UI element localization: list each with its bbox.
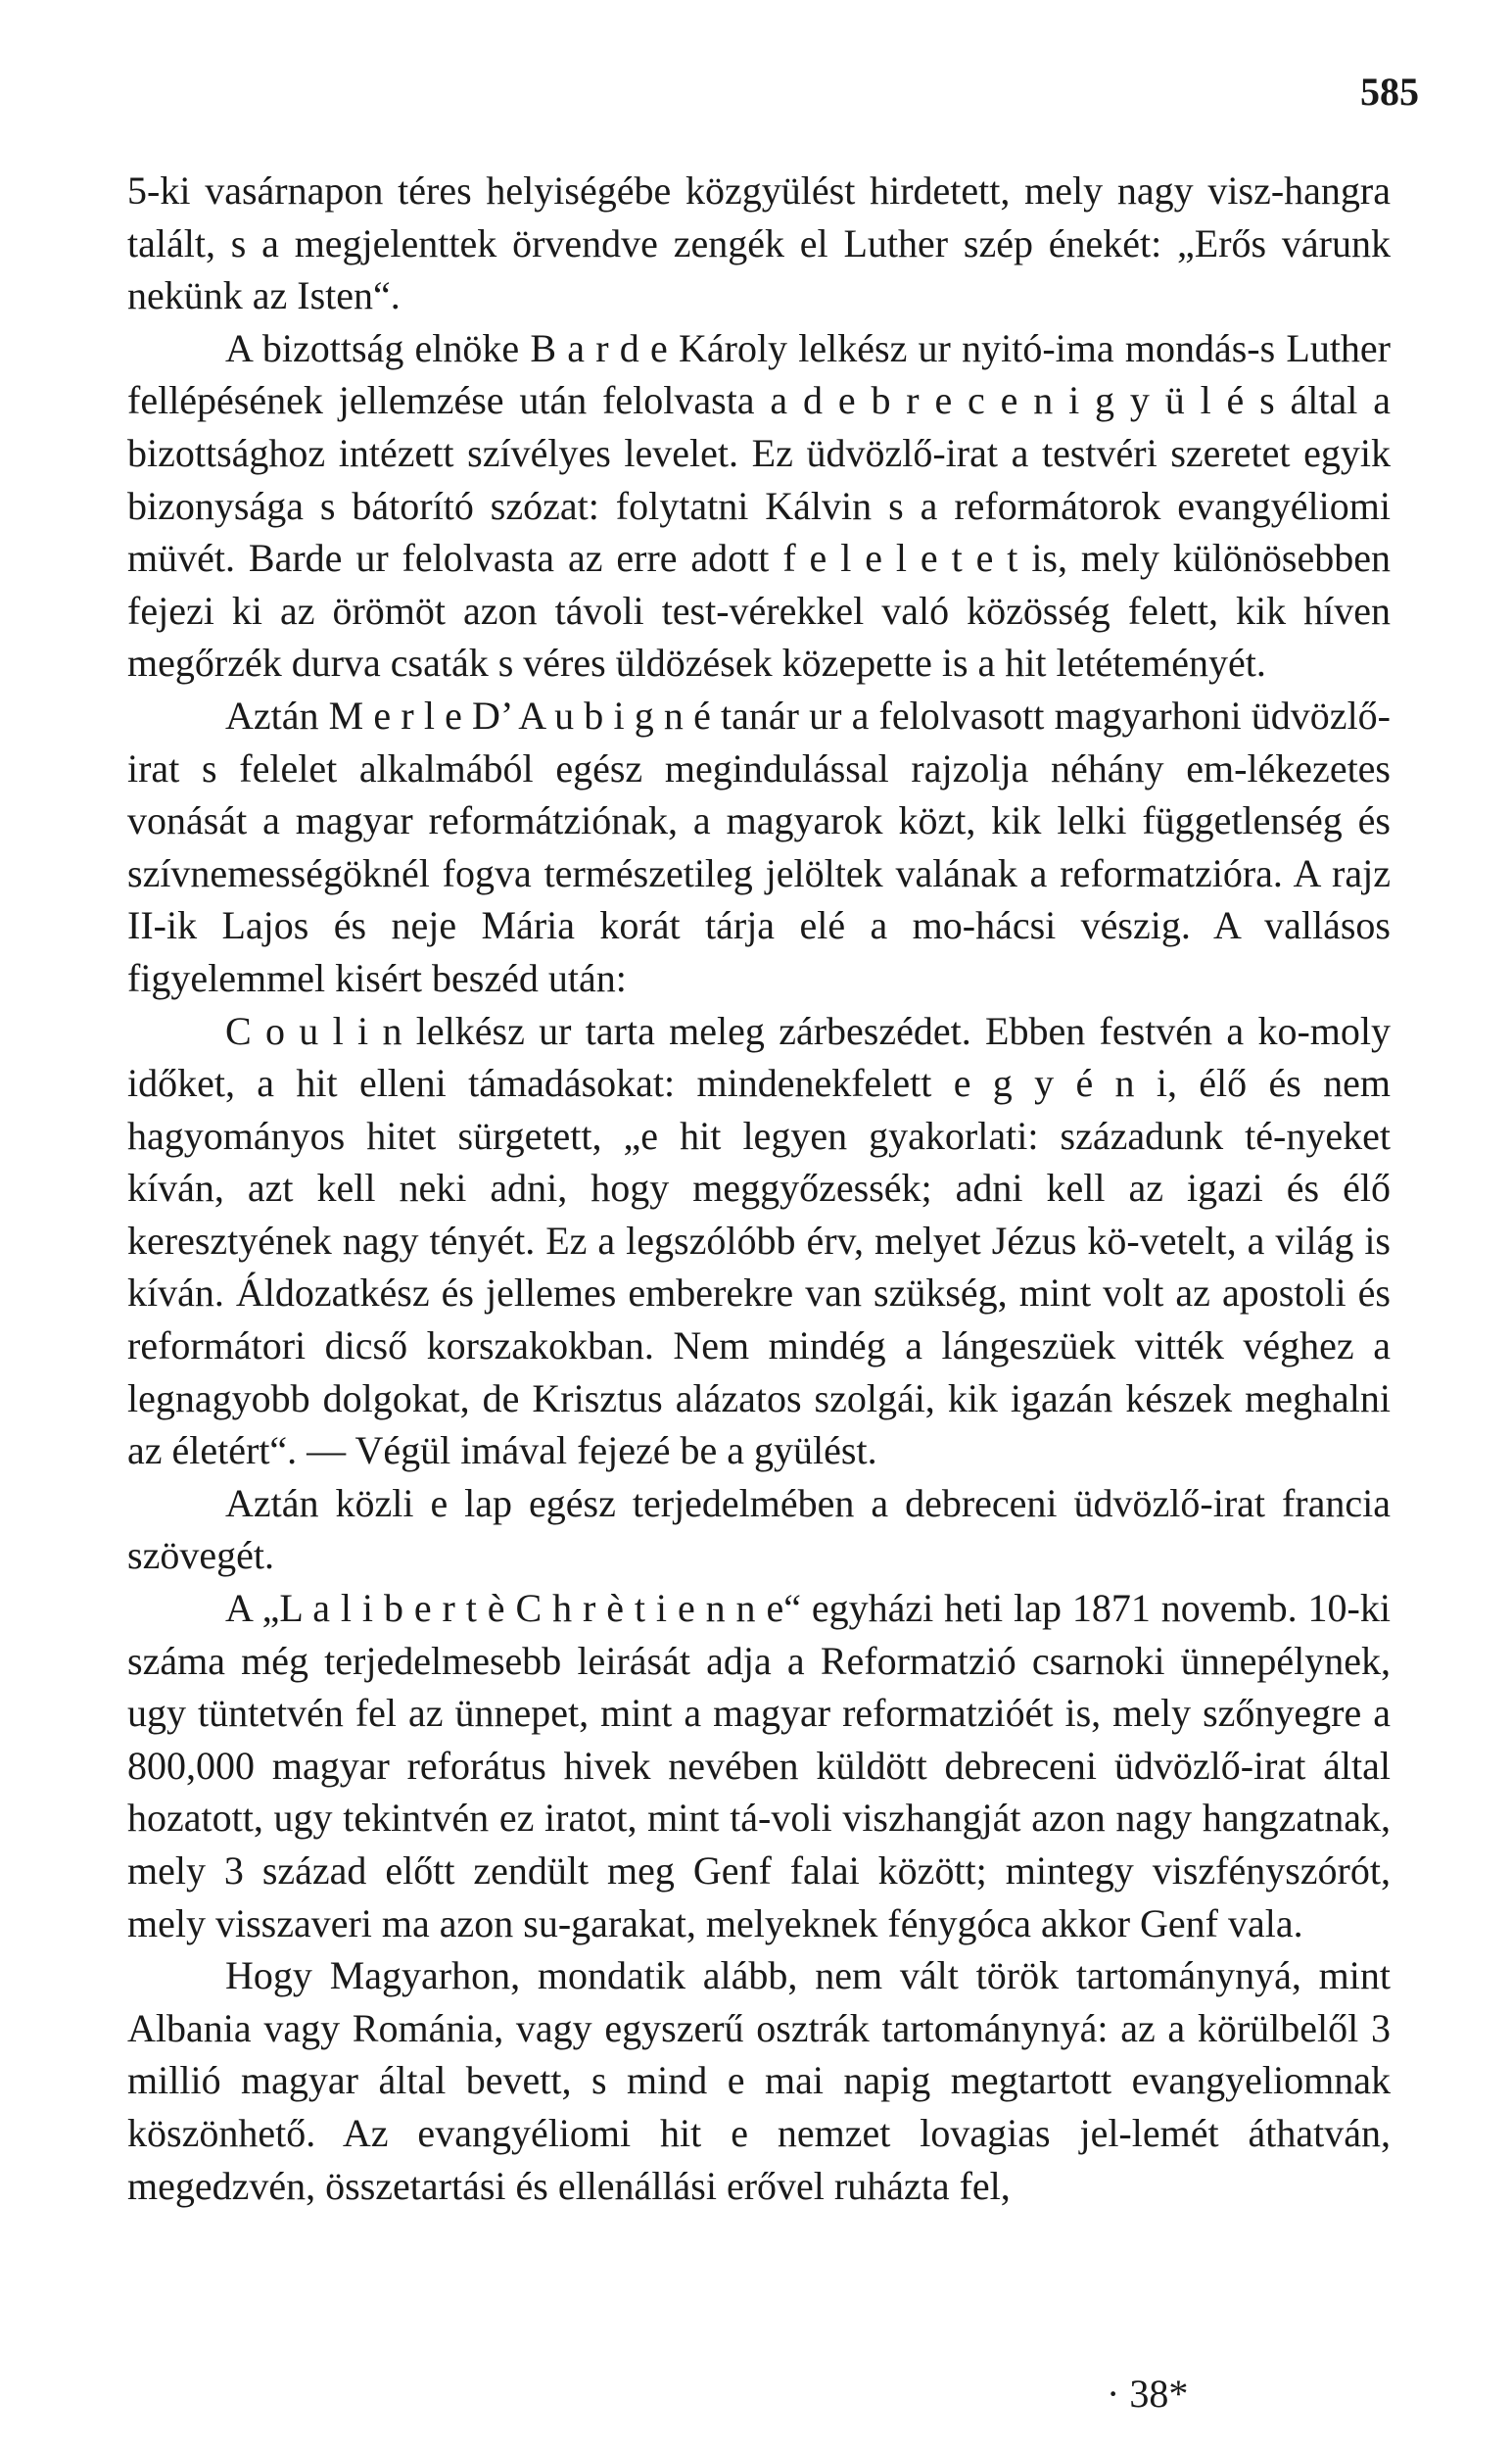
paragraph-4: C o u l i n lelkész ur tarta meleg zárbeszédet. Ebben festvén a ko-moly időket, a hit elleni támadásokat: mindenekfelett e g y é n i, élő és nem hagyományos hitet sürgetett, „e hit legyen gyakorlati: századunk té-nyeket kíván, azt kell neki adni, hogy meggyőzessék; adni kell az igazi és élő keresztyének nagy tényét. Ez a legszólóbb érv, melyet Jézus kö-vetelt, a világ is kíván. Áldozatkész és jellemes emberekre van szükség, mint volt az apostoli és reformátori dicső korszakokban. Nem mindég a lángeszüek vitték véghez a legnagyobb dolgokat, de Krisztus alázatos szolgái, kik igazán készek meghalni az életért“. — Végül imával fejezé be a gyülést. bbox=[127, 1008, 1391, 1473]
paragraph-1: 5-ki vasárnapon téres helyiségébe közgyülést hirdetett, mely nagy visz-hangra talált, s a megjelenttek örvendve zengék el Luther szép énekét: „Erős várunk nekünk az Isten“. bbox=[127, 168, 1391, 318]
paragraph-6: A „L a l i b e r t è C h r è t i e n n e“ egyházi heti lap 1871 novemb. 10-ki száma még terjedelmesebb leirását adja a Reformatzió csarnoki ünnepélynek, ugy tüntetvén fel az ünnepet, mint a magyar reformatzióét is, mely szőnyegre a 800,000 magyar reforátus hivek nevében küldött debreceni üdvözlő-irat által hozatott, ugy tekintvén ez iratot, mint tá-voli viszhangját azon nagy hangzatnak, mely 3 század előtt zendült meg Genf falai között; mintegy viszfényszórót, mely visszaveri ma azon su-garakat, melyeknek fénygóca akkor Genf vala. bbox=[127, 1586, 1391, 1945]
page-number: 585 bbox=[1360, 70, 1419, 114]
body-text bbox=[127, 165, 1391, 2212]
paragraph-7: Hogy Magyarhon, mondatik alább, nem vált török tartománynyá, mint Albania vagy Románia, vagy egyszerű osztrák tartománynyá: az a körülbelől 3 millió magyar által bevett, s mind e mai napig megtartott evangyeliomnak köszönhető. Az evangyéliomi hit e nemzet lovagias jel-lemét áthatván, megedzvén, összetartási és ellenállási erővel ruházta fel, bbox=[127, 1953, 1391, 2208]
paragraph-3: Aztán M e r l e D’ A u b i g n é tanár ur a felolvasott magyarhoni üdvözlő-irat s felelet alkalmából egész megindulással rajzolja néhány em-lékezetes vonását a magyar reformátziónak, a magyarok közt, kik lelki függetlenség és szívnemességöknél fogva természetileg jelöltek valának a reformatzióra. A rajz II-ik Lajos és neje Mária korát tárja elé a mo-hácsi vészig. A vallásos figyelemmel kisért beszéd után: bbox=[127, 693, 1391, 1000]
paragraph-2: A bizottság elnöke B a r d e Károly lelkész ur nyitó-ima mondás-s Luther fellépésének jellemzése után felolvasta a d e b r e c e n i g y ü l é s által a bizottsághoz intézett szívélyes levelet. Ez üdvözlő-irat a testvéri szeretet egyik bizonysága s bátorító szózat: folytatni Kálvin s a reformátorok evangyéliomi müvét. Barde ur felolvasta az erre adott f e l e l e t e t is, mely különösebben fejezi ki az örömöt azon távoli test-vérekkel való közösség felett, kik híven megőrzék durva csaták s véres üldözések közepette is a hit letéteményét. bbox=[127, 325, 1391, 686]
footer-signature: · 38* bbox=[1107, 2372, 1189, 2416]
paragraph-5: Aztán közli e lap egész terjedelmében a debreceni üdvözlő-irat francia szövegét. bbox=[127, 1480, 1391, 1578]
